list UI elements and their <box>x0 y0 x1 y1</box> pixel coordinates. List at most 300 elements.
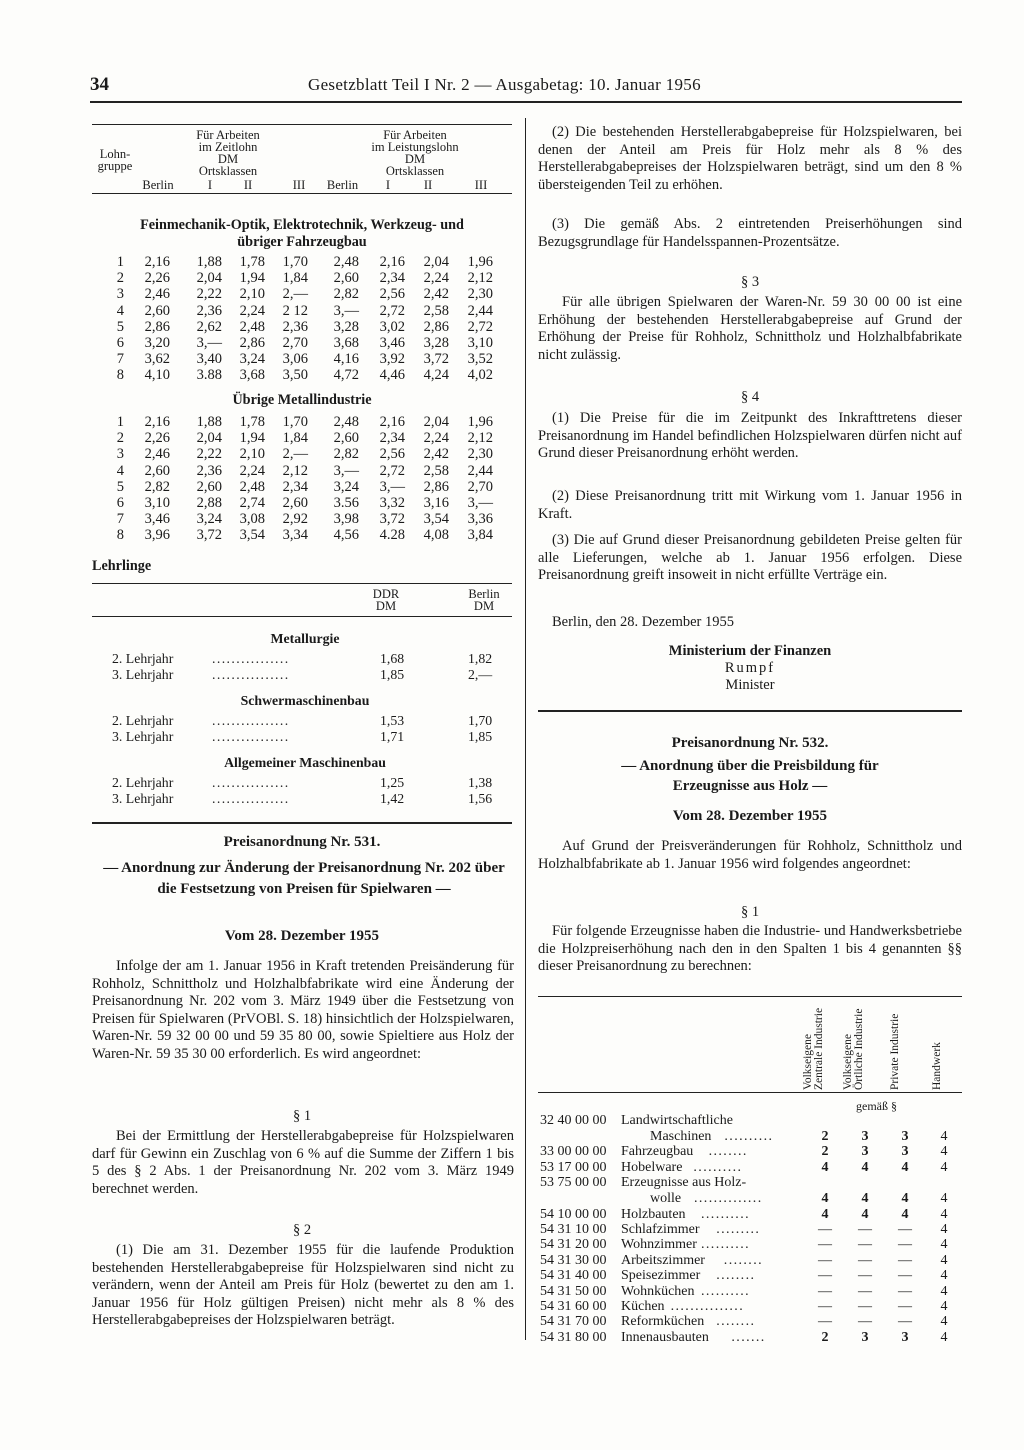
wage-cell: 2,10 <box>239 286 265 303</box>
wage-cell: 2,60 <box>196 478 222 495</box>
wage-row <box>92 303 512 319</box>
lehrlinge-bottom-rule <box>92 822 512 824</box>
wage-cell: 3,24 <box>239 351 265 368</box>
product-name: Küchen <box>621 1299 665 1314</box>
value-ddr: 1,42 <box>380 791 405 806</box>
wage-cell: 3,40 <box>196 351 222 368</box>
wage-row <box>92 430 512 446</box>
pa531-s1-text: Bei der Ermittlung der Herstellerabgabepreise für Holzspielwaren darf für Gewinn ein Zuschlag von 6 % auf die Summe der Ziffern 1 bis 5 des § 2 Abs. 1 der Preisanordnung Nr. 202 vom 3. März 1949 berechnet werden. <box>92 1128 514 1197</box>
wage-cell: 2,— <box>282 446 308 463</box>
wage-cell: 2,24 <box>239 302 265 319</box>
leader-dots: ........ <box>723 1252 763 1268</box>
header-rule <box>90 101 962 103</box>
pa531-intro: Infolge der am 1. Januar 1956 in Kraft tretenden Preisänderung für Rohholz, Schnittholz und Holzhalbfabrikate wird eine Änderung der Preisanordnung Nr. 202 vom 3. März 1949 über die Festsetzung von Preisen für Spielwaren (PrVOBl. S. 18) hinsichtlich der Holzspielwaren, Waren-Nr. 59 32 00 00 und 59 35 80 00, sowie Spieltiere aus Holz der Waren-Nr. 59 35 30 00 erforderlich. Es wird angeordnet: <box>92 958 514 1062</box>
header-ddr: DDR DM <box>372 587 400 613</box>
wage-cell: 2,30 <box>467 286 493 303</box>
product-number: 54 31 20 00 <box>540 1237 607 1253</box>
paragraph-ref: — <box>858 1222 872 1237</box>
paragraph-ref: 4 <box>901 1206 909 1222</box>
pa531-subtitle: — Anordnung zur Änderung der Preisanordnung Nr. 202 über die Festsetzung von Preisen für Spielwaren — <box>103 860 505 897</box>
wage-group: 6 <box>116 335 124 351</box>
product-number: 53 17 00 00 <box>540 1159 607 1175</box>
wage-cell: 4,72 <box>333 367 359 384</box>
wage-cell: 3,06 <box>282 351 308 368</box>
lehrlinge-top-rule <box>92 583 512 584</box>
pa531-s3-text: Für alle übrigen Spielwaren der Waren-Nr. 59 30 00 00 ist eine Erhöhung der bestehenden Herstellerabgabepreise auf Grund der Erhöhung der Preise für Rohholz, Schnittholz und Holzhalbfabrikate nicht zulässig. <box>538 294 962 363</box>
lehrlinge-group-title: Allgemeiner Maschinenbau <box>224 755 386 770</box>
wage-cell: 2,16 <box>144 254 170 270</box>
paragraph-ref: 4 <box>901 1191 909 1207</box>
wage-row <box>92 286 512 302</box>
pa531-s4-p3: (3) Die auf Grund dieser Preisanordnung gebildeten Preise gelten für alle Lieferungen, welche ab 1. Januar 1956 erfolgen. Diese Preisanordnung greift insoweit in nicht erfüllte Verträge ein. <box>538 532 962 584</box>
wage-cell: 3,20 <box>144 335 170 351</box>
wage-cell: 3,08 <box>239 511 265 528</box>
subheader-cell: II <box>423 178 433 192</box>
wage-cell: 2,58 <box>423 302 449 319</box>
product-name: Arbeitszimmer <box>621 1252 705 1268</box>
wage-cell: 2 12 <box>282 302 308 319</box>
pa532-subtitle-1: — Anordnung über die Preisbildung für <box>621 758 879 774</box>
wage-cell: 2,12 <box>282 462 308 479</box>
paragraph-ref: — <box>898 1252 912 1268</box>
paragraph-ref: 4 <box>940 1299 948 1314</box>
wage-row <box>92 254 512 270</box>
wage-cell: 2,34 <box>379 430 405 447</box>
col-header-vz: Volkseigene Zentrale Industrie <box>802 1007 825 1090</box>
wage-cell: 2,24 <box>423 430 449 447</box>
paragraph-ref: 3 <box>861 1329 869 1345</box>
paragraph-ref: — <box>818 1252 832 1268</box>
lehrjahr-label: 2. Lehrjahr <box>112 713 174 728</box>
leader-dots: ....... <box>731 1329 766 1345</box>
wage-cell: 2,82 <box>144 478 170 495</box>
product-number: 54 31 40 00 <box>540 1268 607 1284</box>
wage-group: 3 <box>116 286 124 303</box>
subheader-cell: III <box>474 178 488 192</box>
paragraph-ref: 3 <box>901 1329 909 1345</box>
wage-cell: 2,16 <box>379 414 405 430</box>
pa531-role: Minister <box>725 677 775 693</box>
wage-cell: 3,54 <box>239 527 265 544</box>
wage-cell: 2,60 <box>333 270 359 287</box>
header-zeitlohn: Für Arbeiten im Zeitlohn DM Ortsklassen <box>196 128 260 178</box>
product-number: 54 31 70 00 <box>540 1314 607 1330</box>
leader-dots: .......... <box>693 1159 743 1175</box>
wage-cell: 3,24 <box>333 478 359 495</box>
wage-cell: 1,94 <box>239 430 265 447</box>
product-name: Speisezimmer <box>621 1268 701 1284</box>
wage-cell: 3,72 <box>379 511 405 528</box>
paragraph-ref: 4 <box>940 1144 948 1160</box>
pa532-s1-title: § 1 <box>740 904 760 920</box>
subheader-cell: I <box>385 178 391 192</box>
leader-dots: ................ <box>212 775 290 790</box>
paragraph-ref: — <box>818 1314 832 1330</box>
paragraph-ref: 3 <box>901 1144 909 1160</box>
col-header-handwerk: Handwerk <box>931 1042 943 1090</box>
wage-group: 6 <box>116 495 124 511</box>
wage-cell: 2,70 <box>282 335 308 351</box>
paragraph-ref: 4 <box>940 1329 948 1345</box>
wage-row <box>92 511 512 527</box>
leader-dots: .......... <box>701 1237 750 1253</box>
wage-cell: 3,— <box>379 478 405 495</box>
paragraph-ref: — <box>858 1268 872 1284</box>
pa531-s2-p1: (1) Die am 31. Dezember 1955 für die laufende Produktion bestehenden Herstellerabgabepreise für Holzspielwaren sind nicht zu verändern, wenn der Anteil am Preis für Holz (bewertet zu den am 1. Januar 1956 für Holz gültigen Preisen) nicht mehr als 8 % des Herstellerabgabepreises der Holzspielwaren beträgt. <box>92 1242 514 1328</box>
pa531-ministry: Ministerium der Finanzen <box>668 643 832 659</box>
lehrjahr-label: 3. Lehrjahr <box>112 729 174 744</box>
wage-cell: 2,72 <box>379 462 405 479</box>
column-divider <box>525 118 526 1340</box>
leader-dots: .......... <box>701 1283 750 1299</box>
wage-cell: 2,72 <box>379 302 405 319</box>
wage-cell: 3,68 <box>333 335 359 351</box>
header-berlin: Berlin DM <box>468 587 500 613</box>
wage-cell: 4,46 <box>379 367 405 384</box>
wage-row <box>92 319 512 335</box>
leader-dots: .......... <box>701 1206 750 1222</box>
paragraph-ref: 4 <box>940 1206 948 1222</box>
pa532-s1-text: Für folgende Erzeugnisse haben die Industrie- und Handwerksbetriebe die Holzpreiserhöhung nach den in den Spalten 1 bis 4 genannten §§ dieser Preisanordnung zu berechnen: <box>538 923 962 975</box>
wage-cell: 2,62 <box>196 318 222 335</box>
wage-cell: 3,68 <box>239 367 265 384</box>
wage-group: 1 <box>116 414 124 430</box>
wage-cell: 2,86 <box>423 478 449 495</box>
wage-row <box>92 527 512 543</box>
wage-cell: 1,78 <box>239 254 265 270</box>
wage-cell: 3,46 <box>379 335 405 351</box>
product-number: 54 31 30 00 <box>540 1252 607 1268</box>
wage-cell: 3,28 <box>333 318 359 335</box>
value-berlin: 1,38 <box>468 775 493 790</box>
wage-group: 7 <box>116 351 124 368</box>
wage-cell: 2,24 <box>423 270 449 287</box>
wage-cell: 4,10 <box>144 367 170 384</box>
pa531-s4-p1: (1) Die Preise für die im Zeitpunkt des Inkrafttretens dieser Preisanordnung im Handel befindlichen Holzspielwaren dürfen nicht auf Grund dieser Preisanordnung erhöht werden. <box>538 410 962 462</box>
wage-cell: 3,72 <box>196 527 222 544</box>
wage-cell: 3,92 <box>379 351 405 368</box>
wage-cell: 2,44 <box>467 462 493 479</box>
wage-row <box>92 414 512 430</box>
paragraph-ref: — <box>818 1299 832 1314</box>
product-number: 54 10 00 00 <box>540 1206 607 1222</box>
paragraph-ref: 4 <box>821 1159 829 1175</box>
wage-cell: 2,26 <box>144 430 170 447</box>
paragraph-ref: 4 <box>940 1283 948 1299</box>
pa532-heading: Preisanordnung Nr. 532. <box>671 735 829 751</box>
wage-cell: 4,08 <box>423 527 449 544</box>
product-name: Erzeugnisse aus Holz- <box>621 1175 747 1191</box>
paragraph-ref: 4 <box>861 1206 869 1222</box>
subheader-cell: Berlin <box>142 178 174 192</box>
wage-group: 4 <box>116 462 124 479</box>
product-number: 54 31 80 00 <box>540 1329 607 1345</box>
pa531-s3-title: § 3 <box>740 274 760 290</box>
pa532-top-rule <box>538 710 962 712</box>
value-ddr: 1,71 <box>380 729 405 744</box>
wage-cell: 2,16 <box>379 254 405 270</box>
pa532-intro: Auf Grund der Preisveränderungen für Rohholz, Schnittholz und Holzhalbfabrikate ab 1. Januar 1956 wird folgendes angeordnet: <box>538 838 962 872</box>
wage-row <box>92 367 512 383</box>
wage-cell: 2,04 <box>196 430 222 447</box>
wage-group: 8 <box>116 367 124 384</box>
wage-cell: 1,88 <box>196 414 222 430</box>
lehrlinge-group-title: Schwermaschinenbau <box>240 693 370 708</box>
wage-cell: 2,26 <box>144 270 170 287</box>
wage-cell: 2,04 <box>196 270 222 287</box>
paragraph-ref: — <box>898 1299 912 1314</box>
product-name: Reformküchen <box>621 1314 705 1330</box>
wage-cell: 2,10 <box>239 446 265 463</box>
product-number: 33 00 00 00 <box>540 1144 607 1160</box>
paragraph-ref: 4 <box>940 1159 948 1175</box>
paragraph-ref: — <box>898 1268 912 1284</box>
wage-cell: 1,96 <box>467 414 493 430</box>
header-lohngruppe: Lohn- gruppe <box>97 147 133 173</box>
paragraph-ref: 4 <box>940 1237 948 1253</box>
header-leistungslohn: Für Arbeiten im Leistungslohn DM Ortsklassen <box>371 128 459 178</box>
lehrlinge-title: Lehrlinge <box>92 558 152 574</box>
subheader-cell: III <box>292 178 306 192</box>
wage-row <box>92 463 512 479</box>
wage-cell: 2,56 <box>379 446 405 463</box>
wage-cell: 2,34 <box>379 270 405 287</box>
wage-cell: 3,62 <box>144 351 170 368</box>
leader-dots: ................ <box>212 651 290 666</box>
product-table-top-rule <box>538 996 962 997</box>
wage-cell: 4,24 <box>423 367 449 384</box>
wage-cell: 2,48 <box>333 254 359 270</box>
wage-cell: 3,96 <box>144 527 170 544</box>
wage-cell: 2,88 <box>196 495 222 511</box>
paragraph-ref: 4 <box>940 1191 948 1207</box>
wage-cell: 1,70 <box>282 414 308 430</box>
wage-cell: 2,12 <box>467 270 493 287</box>
product-name: Holzbauten <box>621 1206 686 1222</box>
wage-cell: 2,60 <box>144 302 170 319</box>
wage-row <box>92 479 512 495</box>
paragraph-ref: — <box>898 1222 912 1237</box>
leader-dots: ................ <box>212 791 290 806</box>
pa532-date: Vom 28. Dezember 1955 <box>672 808 828 824</box>
wage-table-top-rule <box>92 124 512 125</box>
wage-cell: 3,50 <box>282 367 308 384</box>
wage-cell: 3,10 <box>467 335 493 351</box>
product-name: Landwirtschaftliche <box>621 1113 733 1128</box>
product-name-cont: wolle <box>650 1191 682 1207</box>
wage-cell: 1,96 <box>467 254 493 270</box>
wage-cell: 3,16 <box>423 495 449 511</box>
leader-dots: ............... <box>670 1299 745 1314</box>
wage-subheaders <box>92 177 512 193</box>
value-ddr: 1,85 <box>380 667 405 682</box>
wage-cell: 1,94 <box>239 270 265 287</box>
col-header-vo: Volkseigene Örtliche Industrie <box>842 1008 865 1090</box>
paragraph-ref: 4 <box>861 1159 869 1175</box>
pa531-date: Vom 28. Dezember 1955 <box>224 928 380 944</box>
wage-cell: 3,02 <box>379 318 405 335</box>
wage-cell: 2,46 <box>144 446 170 463</box>
wage-cell: 2,56 <box>379 286 405 303</box>
wage-cell: 2,70 <box>467 478 493 495</box>
paragraph-ref: 4 <box>821 1191 829 1207</box>
wage-cell: 3,52 <box>467 351 493 368</box>
wage-cell: 3,98 <box>333 511 359 528</box>
pa531-heading: Preisanordnung Nr. 531. <box>223 834 381 850</box>
paragraph-ref: 4 <box>940 1222 948 1237</box>
lehrlinge-group-title: Metallurgie <box>270 631 340 646</box>
paragraph-ref: — <box>818 1222 832 1237</box>
paragraph-ref: — <box>858 1314 872 1330</box>
section-title: Feinmechanik-Optik, Elektrotechnik, Werkzeug- und <box>140 217 464 233</box>
paragraph-ref: — <box>858 1299 872 1314</box>
paragraph-ref: 3 <box>901 1129 909 1144</box>
wage-row <box>92 495 512 511</box>
lehrjahr-label: 2. Lehrjahr <box>112 775 174 790</box>
wage-cell: 1,84 <box>282 430 308 447</box>
value-ddr: 1,53 <box>380 713 405 728</box>
paragraph-ref: 4 <box>861 1191 869 1207</box>
paragraph-ref: 4 <box>940 1268 948 1284</box>
value-ddr: 1,25 <box>380 775 405 790</box>
wage-cell: 4,02 <box>467 367 493 384</box>
value-berlin: 2,— <box>468 667 493 682</box>
wage-group: 2 <box>116 430 124 447</box>
wage-cell: 1,78 <box>239 414 265 430</box>
wage-cell: 2,74 <box>239 495 265 511</box>
lehrlinge-header-rule <box>92 616 512 617</box>
wage-cell: 4.28 <box>379 527 405 544</box>
paragraph-ref: — <box>898 1314 912 1330</box>
wage-cell: 3,34 <box>282 527 308 544</box>
wage-cell: 2,22 <box>196 286 222 303</box>
product-number: 54 31 50 00 <box>540 1283 607 1299</box>
wage-cell: 1,88 <box>196 254 222 270</box>
wage-cell: 2,86 <box>423 318 449 335</box>
paragraph-ref: 4 <box>940 1314 948 1330</box>
wage-cell: 2,58 <box>423 462 449 479</box>
pa532-subtitle-2: Erzeugnisse aus Holz — <box>672 778 828 794</box>
wage-cell: 2,48 <box>239 478 265 495</box>
leader-dots: ........ <box>708 1144 748 1160</box>
wage-cell: 2,24 <box>239 462 265 479</box>
paragraph-ref: — <box>818 1268 832 1284</box>
wage-cell: 2,86 <box>239 335 265 351</box>
paragraph-ref: 2 <box>821 1144 829 1160</box>
wage-cell: 3,54 <box>423 511 449 528</box>
paragraph-ref: 2 <box>821 1329 829 1345</box>
page-number: 34 <box>90 74 109 95</box>
wage-group: 2 <box>116 270 124 287</box>
wage-cell: 2,30 <box>467 446 493 463</box>
paragraph-ref: — <box>858 1252 872 1268</box>
leader-dots: ................ <box>212 729 290 744</box>
section-title-cont: übriger Fahrzeugbau <box>237 234 367 250</box>
pa531-signer: Rumpf <box>724 660 776 676</box>
wage-group: 4 <box>116 302 124 319</box>
pa531-s4-title: § 4 <box>740 389 760 405</box>
wage-cell: 4,56 <box>333 527 359 544</box>
wage-row <box>92 446 512 462</box>
wage-cell: 2,16 <box>144 414 170 430</box>
subheader-cell: II <box>243 178 253 192</box>
product-name: Innenausbauten <box>621 1329 709 1345</box>
paragraph-ref: 4 <box>821 1206 829 1222</box>
wage-cell: 3.88 <box>196 367 222 384</box>
leader-dots: ........ <box>716 1314 756 1330</box>
product-name-cont: Maschinen <box>650 1129 712 1144</box>
wage-cell: 2,36 <box>196 462 222 479</box>
wage-row <box>92 351 512 367</box>
paragraph-ref: — <box>858 1283 872 1299</box>
wage-group: 3 <box>116 446 124 463</box>
wage-cell: 2,34 <box>282 478 308 495</box>
leader-dots: .......... <box>724 1129 774 1144</box>
wage-row <box>92 335 512 351</box>
wage-cell: 3,72 <box>423 351 449 368</box>
wage-cell: 3,10 <box>144 495 170 511</box>
wage-cell: 2,22 <box>196 446 222 463</box>
wage-cell: 2,12 <box>467 430 493 447</box>
paragraph-ref: — <box>818 1283 832 1299</box>
wage-cell: 3,28 <box>423 335 449 351</box>
wage-cell: 2,— <box>282 286 308 303</box>
wage-cell: 2,44 <box>467 302 493 319</box>
value-ddr: 1,68 <box>380 651 405 666</box>
product-number: 54 31 60 00 <box>540 1299 607 1314</box>
leader-dots: ................ <box>212 667 290 682</box>
wage-cell: 2,60 <box>144 462 170 479</box>
wage-group: 5 <box>116 318 124 335</box>
wage-cell: 2,46 <box>144 286 170 303</box>
wage-cell: 3.56 <box>333 495 359 511</box>
subheader-cell: Berlin <box>326 178 359 192</box>
leader-dots: ................ <box>212 713 290 728</box>
product-table-header-rule <box>538 1092 962 1093</box>
wage-cell: 3,32 <box>379 495 405 511</box>
wage-cell: 2,82 <box>333 286 359 303</box>
product-name: Wohnküchen <box>621 1283 695 1299</box>
paragraph-ref: — <box>858 1237 872 1253</box>
pa531-s2-p3: (3) Die gemäß Abs. 2 eintretenden Preiserhöhungen sind Bezugsgrundlage für Handelsspannen-Prozentsätze. <box>538 216 962 250</box>
pa531-s2-title: § 2 <box>292 1222 312 1238</box>
product-name: Hobelware <box>621 1159 683 1175</box>
wage-cell: 3,— <box>333 462 359 479</box>
lehrjahr-label: 2. Lehrjahr <box>112 651 174 666</box>
wage-group: 1 <box>116 254 124 270</box>
product-name: Wohnzimmer <box>621 1237 697 1253</box>
wage-cell: 2,82 <box>333 446 359 463</box>
wage-cell: 2,42 <box>423 446 449 463</box>
product-number: 53 75 00 00 <box>540 1175 607 1191</box>
wage-group: 5 <box>116 478 124 495</box>
wage-cell: 2,48 <box>239 318 265 335</box>
wage-cell: 3,24 <box>196 511 222 528</box>
subheader-cell: I <box>207 178 213 192</box>
wage-cell: 2,36 <box>196 302 222 319</box>
wage-cell: 2,04 <box>423 254 449 270</box>
value-berlin: 1,85 <box>468 729 493 744</box>
wage-cell: 3,46 <box>144 511 170 528</box>
product-number: 54 31 10 00 <box>540 1222 607 1237</box>
paragraph-ref: 4 <box>901 1159 909 1175</box>
wage-cell: 3,36 <box>467 511 493 528</box>
paragraph-ref: — <box>898 1283 912 1299</box>
wage-group: 8 <box>116 527 124 544</box>
lehrjahr-label: 3. Lehrjahr <box>112 791 174 806</box>
value-berlin: 1,56 <box>468 791 493 806</box>
leader-dots: ........ <box>716 1268 756 1284</box>
